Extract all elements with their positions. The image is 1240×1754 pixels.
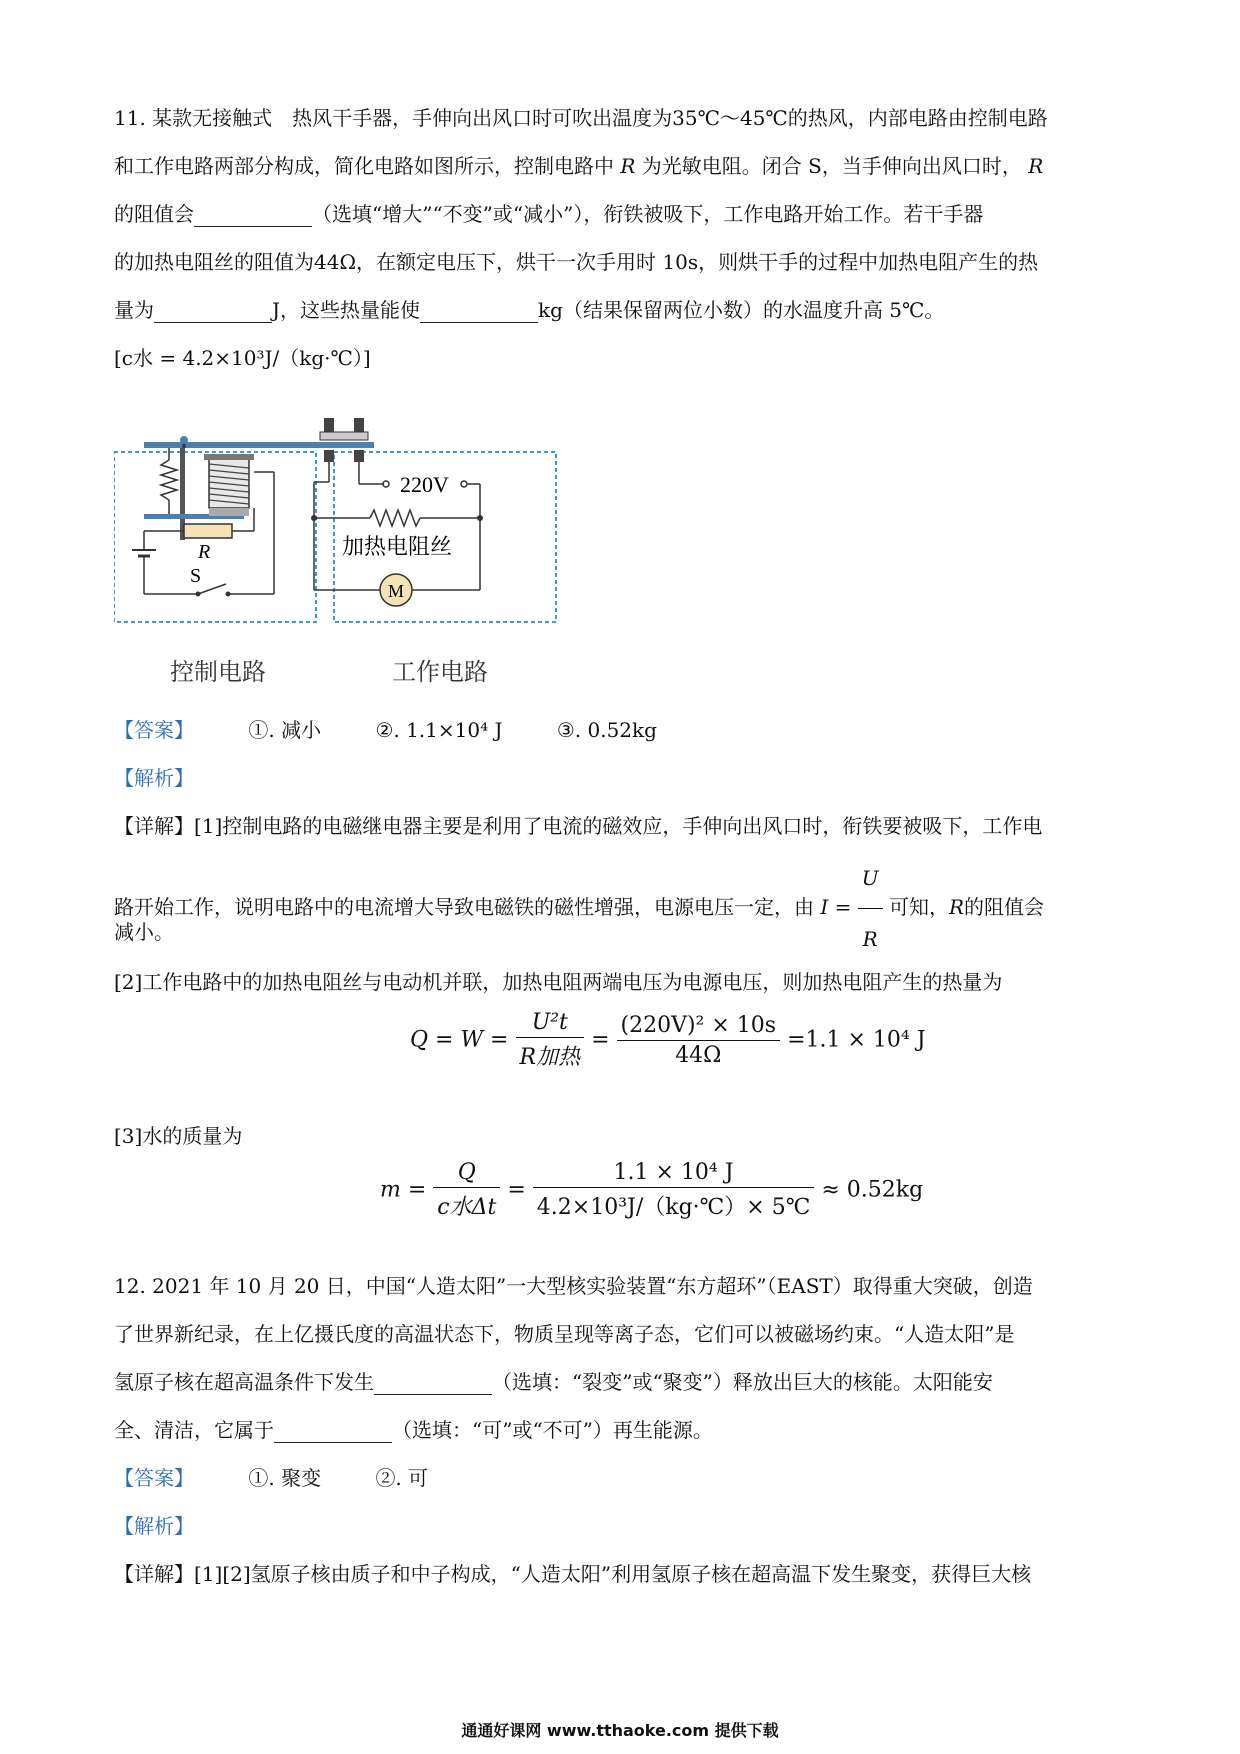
answer-3: ③. 0.52kg — [556, 718, 657, 742]
var-r: R — [620, 154, 636, 178]
page-footer: 通通好课网 www.tthaoke.com 提供下载 — [461, 1721, 779, 1740]
q11-line-5: 量为 J，这些热量能使 kg（结果保留两位小数）的水温度升高 5℃。 — [114, 286, 1124, 334]
s-label: S — [190, 565, 202, 587]
answer-blank-2 — [154, 292, 272, 323]
var-r: R — [1028, 154, 1044, 178]
question-12 — [114, 1262, 1124, 1598]
switch-s — [198, 584, 226, 594]
caption-work-circuit: 工作电路 — [392, 658, 488, 686]
answer-tag: 【答案】 — [114, 718, 194, 742]
answer-2: ②. 1.1×10⁴ J — [375, 718, 503, 742]
answer-blank-3 — [420, 292, 538, 323]
q11-constant: [c水 = 4.2×10³J/（kg·℃）] — [114, 346, 371, 370]
question-11 — [114, 94, 1124, 382]
armature-bar — [144, 442, 374, 448]
q11-detail-1: 【详解】[1]控制电路的电磁继电器主要是利用了电流的磁效应，手伸向出风口时，衔铁要被吸下，工作电 — [114, 814, 1043, 838]
answer-blank-5 — [274, 1412, 392, 1443]
q12-line-2: 了世界新纪录，在上亿摄氏度的高温状态下，物质呈现等离子态，它们可以被磁场约束。“人造太阳”是 — [114, 1322, 1015, 1346]
q11-line-2: 和工作电路两部分构成，简化电路如图所示，控制电路中 R 为光敏电阻。闭合 S，当手伸向出风口时， R — [114, 154, 1044, 178]
r-label: R — [198, 541, 211, 563]
q12-answer: 【答案】 ①. 聚变 ②. 可 — [114, 1454, 1124, 1502]
q11-answer — [114, 706, 1124, 754]
q12-answer-2: ②. 可 — [375, 1466, 429, 1490]
q11-detail-3: 减小。 — [114, 920, 174, 944]
answer-1: ①. 减小 — [248, 718, 322, 742]
q11-line-4: 的加热电阻丝的阻值为44Ω，在额定电压下，烘干一次手用时 10s，则烘干手的过程中加热电阻产生的热 — [114, 250, 1039, 274]
answer-blank-1 — [194, 196, 312, 227]
heating-resistor — [370, 510, 420, 526]
spring — [161, 460, 177, 500]
q12-detail: 【详解】[1][2]氢原子核由质子和中子构成，“人造太阳”利用氢原子核在超高温下发生聚变，获得巨大核 — [114, 1562, 1032, 1586]
q12-line-4: 全、清洁，它属于 （选填：“可”或“不可”）再生能源。 — [114, 1406, 1124, 1454]
voltage-label: 220V — [400, 472, 449, 497]
q12-line-1: 12. 2021 年 10 月 20 日，中国“人造太阳”一大型核实验装置“东方超环”（EAST）取得重大突破，创造 — [114, 1274, 1033, 1298]
ohm-law-equation: I = $\frac{U}{R}$ — [820, 895, 889, 919]
q11-line-1: 11. 某款无接触式 热风干手器，手伸向出风口时可吹出温度为35℃～45℃的热风，内部电路由控制电路 — [114, 106, 1048, 130]
heater-label: 加热电阻丝 — [342, 535, 453, 560]
q11-answer-block — [114, 706, 1124, 850]
q12-answer-1: ①. 聚变 — [248, 1466, 322, 1490]
motor-label: M — [387, 581, 405, 601]
photoresistor — [184, 524, 232, 538]
q11-line-3: 的阻值会 （选填“增大”“不变”或“减小”），衔铁被吸下，工作电路开始工作。若干手器 — [114, 190, 1124, 238]
answer-blank-4 — [374, 1364, 492, 1395]
q11-detail-4: [2]工作电路中的加热电阻丝与电动机并联，加热电阻两端电压为电源电压，则加热电阻产生的热量为 — [114, 970, 1003, 994]
circuit-diagram — [114, 418, 574, 678]
caption-control-circuit: 控制电路 — [170, 658, 266, 686]
q11-detail-5: [3]水的质量为 — [114, 1124, 243, 1148]
q11-analysis-tag: 【解析】 — [114, 766, 194, 790]
mass-equation: m = $\frac{Q}{\text{c水Δt}}$ = $\frac{\text{1.1 × 10⁴ J}}{\text{4.2×10³J/（kg·℃）× 5℃}}$ ≈ 0.52kg — [380, 1160, 924, 1220]
q12-analysis-tag: 【解析】 — [114, 1514, 194, 1538]
q12-line-3: 氢原子核在超高温条件下发生 （选填：“裂变”或“聚变”）释放出巨大的核能。太阳能安 — [114, 1358, 1124, 1406]
q11-detail-2: 路开始工作，说明电路中的电流增大导致电磁铁的磁性增强，电源电压一定，由 I = $\frac{U}{R}$ 可知，R的阻值会 — [114, 850, 1124, 967]
heat-equation: Q = W = $\frac{\text{U²t}}{\text{R加热}}$ = $\frac{\text{(220V)² × 10s}}{44\Omega}$ =1.1 × 10⁴ J — [410, 1010, 926, 1070]
